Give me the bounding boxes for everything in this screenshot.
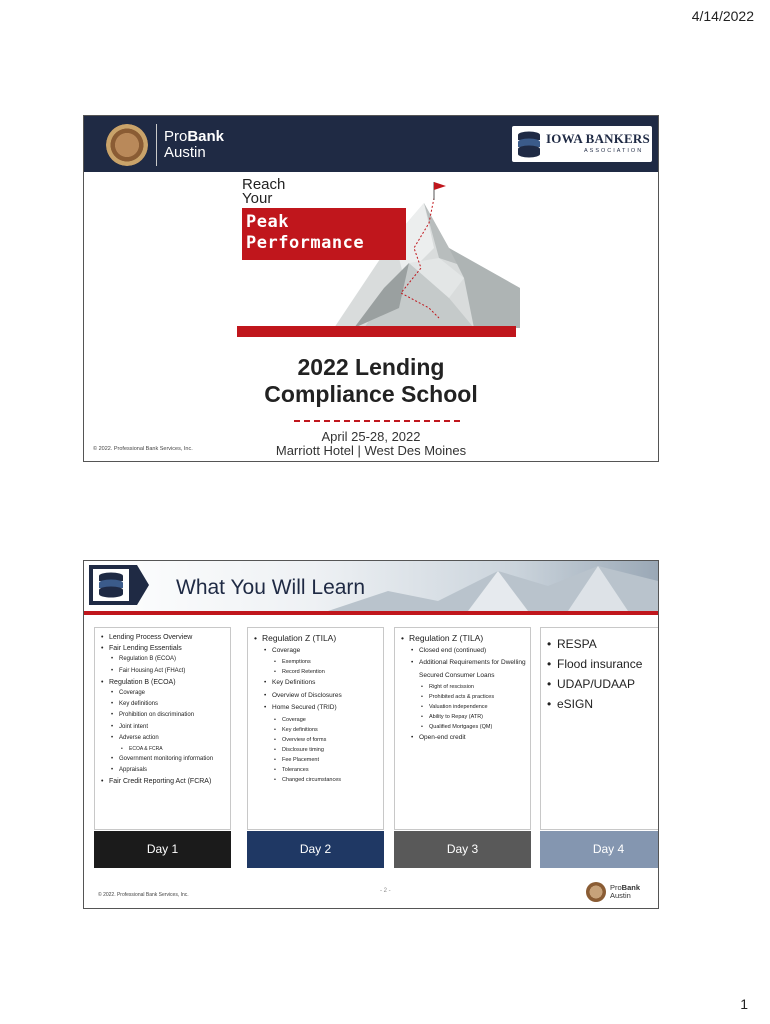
probank-footer-text	[610, 884, 640, 900]
title-line-2: Compliance School	[264, 381, 478, 407]
topic-item: • Fair Lending Essentials	[99, 643, 230, 654]
slide-heading: What You Will Learn	[176, 576, 366, 599]
topic-item: • Regulation B (ECOA)	[99, 654, 230, 665]
topic-list	[248, 628, 383, 785]
topic-item: • Exemptions	[252, 657, 383, 667]
copyright-text: © 2022. Professional Bank Services, Inc.	[93, 446, 193, 452]
topic-item: • Ability to Repay (ATR)	[399, 712, 530, 722]
topic-item: • RESPA	[545, 634, 659, 654]
topic-item: • Prohibited acts & practices	[399, 692, 530, 702]
header-red-rule	[84, 611, 658, 615]
logo-divider	[156, 124, 157, 166]
header-mountain-graphic	[328, 561, 658, 611]
topic-item: • Open-end credit	[399, 732, 530, 745]
topic-item: • Additional Requirements for Dwelling Secured Consumer Loans	[399, 657, 530, 682]
probank-city: Austin	[164, 144, 206, 161]
topic-item: • Coverage	[99, 688, 230, 699]
day1-topics	[94, 627, 231, 830]
page-date: 4/14/2022	[691, 8, 754, 24]
bank-seal-logo	[106, 124, 148, 166]
probank-footer-logo	[586, 881, 650, 903]
topic-item: • Joint intent	[99, 722, 230, 733]
topic-item: • Government monitoring information	[99, 754, 230, 765]
probank-bank: Bank	[621, 883, 641, 892]
title-divider	[294, 420, 460, 422]
topic-item: • Flood insurance	[545, 654, 659, 674]
topic-item: • Coverage	[252, 715, 383, 725]
day2-label: Day 2	[247, 831, 384, 868]
topic-item: • Valuation independence	[399, 702, 530, 712]
slide-page-number: - 2 -	[380, 888, 391, 894]
topic-item: • Right of rescission	[399, 682, 530, 692]
topic-item: • Key definitions	[99, 699, 230, 710]
topic-list	[95, 628, 230, 788]
peak-performance-box	[242, 208, 406, 260]
reach-your-text	[242, 178, 285, 206]
topic-item: • Regulation B (ECOA)	[99, 677, 230, 688]
day2-topics	[247, 627, 384, 830]
peak-line-2: Performance	[246, 233, 365, 253]
reach-line-1: Reach	[242, 176, 286, 193]
topic-item: • Regulation Z (TILA)	[252, 632, 383, 645]
topic-item: • Changed circumstances	[252, 775, 383, 785]
topic-item: • Key definitions	[252, 725, 383, 735]
iba-sub: ASSOCIATION	[584, 148, 644, 154]
topic-item: • Fair Housing Act (FHAct)	[99, 666, 230, 677]
day1-label: Day 1	[94, 831, 231, 868]
topic-item: • Adverse action	[99, 733, 230, 744]
topic-item: • Fair Credit Reporting Act (FCRA)	[99, 776, 230, 787]
topic-item: • Home Secured (TRID)	[252, 702, 383, 715]
probank-city: Austin	[610, 891, 631, 900]
probank-logo	[164, 129, 224, 161]
topic-item: • Disclosure timing	[252, 745, 383, 755]
event-venue: Marriott Hotel | West Des Moines	[275, 443, 467, 458]
topic-item: • UDAP/UDAAP	[545, 674, 659, 694]
day4-label: Day 4	[540, 831, 659, 868]
topic-item: • Key Definitions	[252, 677, 383, 690]
day3-topics	[394, 627, 531, 830]
topic-item: • Regulation Z (TILA)	[399, 632, 530, 645]
topic-item: • Closed end (continued)	[399, 645, 530, 658]
slide-agenda	[83, 560, 659, 909]
topic-item: • ECOA & FCRA	[99, 744, 230, 754]
peak-line-1: Peak	[246, 212, 289, 232]
bank-seal-logo	[586, 882, 606, 902]
topic-item: • Tolerances	[252, 765, 383, 775]
iba-stack-icon	[516, 130, 542, 158]
iba-arrow-icon	[89, 565, 149, 605]
slide-title-text	[84, 354, 658, 408]
topic-item: • Qualified Mortgages (QM)	[399, 722, 530, 732]
iowa-bankers-logo	[512, 126, 652, 162]
day4-topics	[540, 627, 659, 830]
event-details	[84, 430, 658, 458]
topic-item: • Coverage	[252, 645, 383, 658]
topic-item: • Overview of forms	[252, 735, 383, 745]
topic-item: • Record Retention	[252, 667, 383, 677]
topic-list	[395, 628, 530, 745]
topic-list	[541, 628, 659, 714]
day3-label: Day 3	[394, 831, 531, 868]
event-dates: April 25-28, 2022	[321, 429, 421, 444]
copyright-text: © 2022. Professional Bank Services, Inc.	[98, 892, 189, 898]
peak-performance-text	[246, 212, 364, 254]
slide-header-bar	[84, 561, 658, 611]
page-number: 1	[740, 996, 748, 1012]
title-line-1: 2022 Lending	[297, 354, 445, 380]
topic-item: • Lending Process Overview	[99, 632, 230, 643]
slide-title	[83, 115, 659, 462]
red-base-bar	[237, 326, 516, 337]
reach-line-2: Your	[242, 190, 273, 207]
probank-bank: Bank	[187, 128, 225, 145]
topic-item: • Overview of Disclosures	[252, 690, 383, 703]
probank-pro: Pro	[164, 128, 188, 145]
iba-name: IOWA BANKERS	[546, 131, 650, 146]
topic-item: • Appraisals	[99, 765, 230, 776]
probank-pro: Pro	[610, 883, 622, 892]
topic-item: • Prohibition on discrimination	[99, 710, 230, 721]
slide-header-bar	[84, 116, 658, 172]
topic-item: • eSIGN	[545, 694, 659, 714]
topic-item: • Fee Placement	[252, 755, 383, 765]
